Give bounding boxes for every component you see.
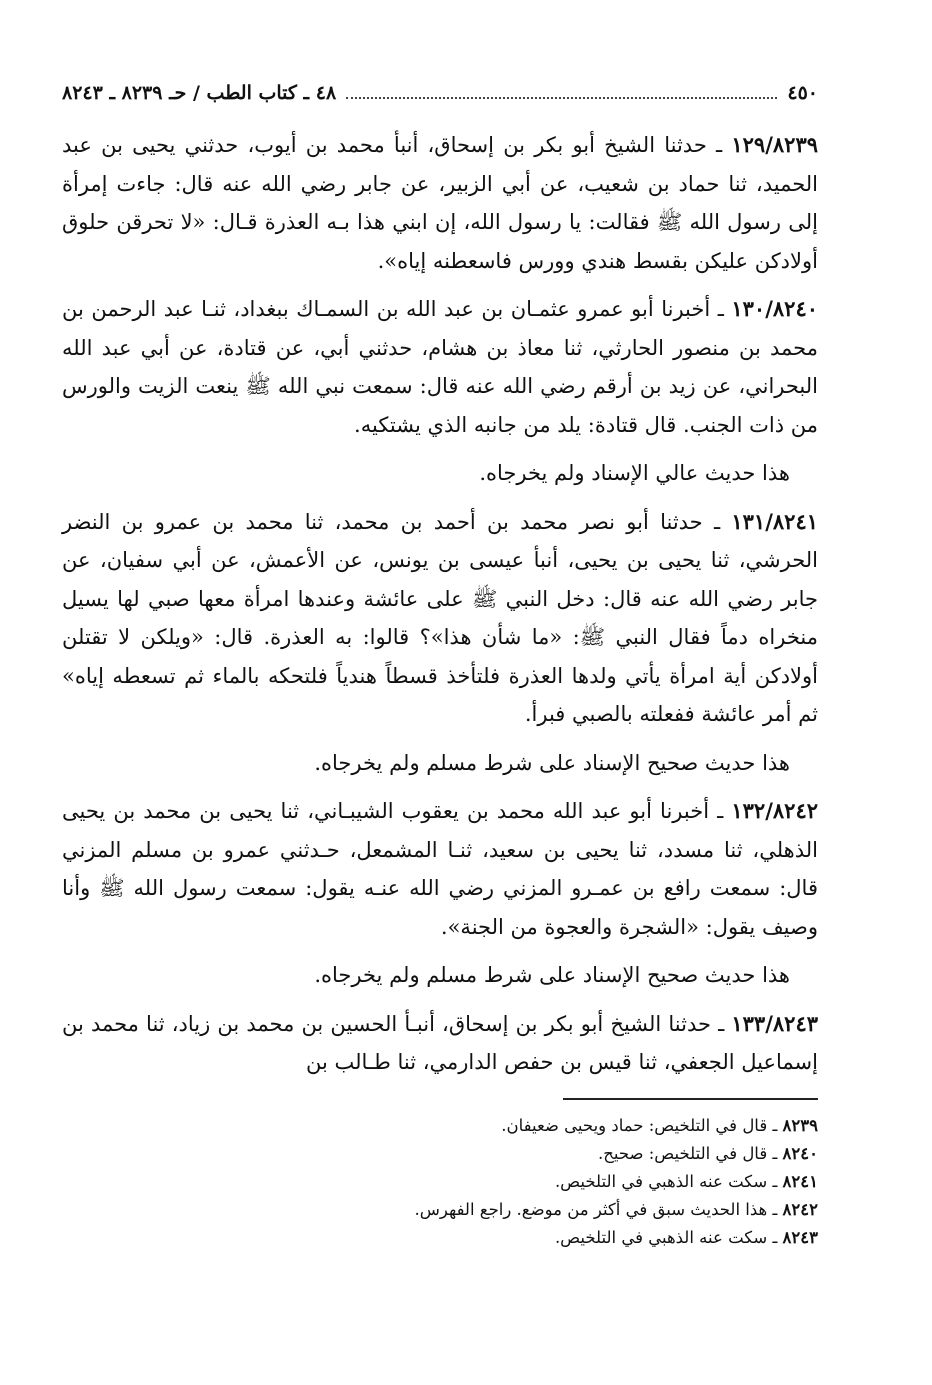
footnote-text: ـ سكت عنه الذهبي في التلخيص. [554, 1171, 783, 1191]
footnotes [62, 1112, 818, 1252]
hadith-number: ١٣٠/٨٢٤٠ [731, 296, 818, 321]
hadith-8241 [62, 503, 818, 734]
hadith-8239 [62, 126, 818, 280]
hadith-8242 [62, 792, 818, 946]
footnote-number: ٨٢٤٢ [782, 1199, 818, 1219]
page-number: ٤٥٠ [787, 82, 818, 104]
running-header [62, 82, 818, 116]
footnote-text: ـ قال في التلخيص: صحيح. [597, 1143, 783, 1163]
hadith-text: ـ أخبرنا أبو عبد الله محمد بن يعقوب الشيبـاني، ثنا يحيى بن محمد بن يحيى الذهلي، ثنا مسدد، ثنا يحيى بن سعيد، ثنـا المشمعل، حـدثني عمرو بن مسلم المزني قال: سمعت رافع بن عمـرو المزني رضي الله عنـه يقول: سمعت رسول الله ﷺ وأنا وصيف يقول: «الشجرة والعجوة من الجنة». [62, 799, 819, 939]
dotted-leader [346, 97, 777, 99]
hadith-text: ـ حدثنا الشيخ أبو بكر بن إسحاق، أنبأ محمد بن أيوب، حدثني يحيى بن عبد الحميد، ثنا حماد بن شعيب، عن أبي الزبير، عن جابر رضي الله عنه قال: جاءت إمرأة إلى رسول الله ﷺ فقالت: يا رسول الله، إن ابني هذا بـه العذرة قـال: «لا تحرقن حلوق أولادكن عليكن بقسط هندي وورس فاسعطنه إياه». [62, 133, 818, 273]
hadith-number: ١٣٣/٨٢٤٣ [731, 1010, 818, 1036]
hadith-8243 [62, 1005, 818, 1082]
footnote-separator [563, 1098, 818, 1100]
hadith-text: ـ أخبرنا أبو عمرو عثمـان بن عبد الله بن السمـاك ببغداد، ثنـا عبد الرحمن بن محمد بن منصور الحارثي، ثنا معاذ بن هشام، حدثني أبي، عن قتادة، عن أبي عبد الله البحراني، عن زيد بن أرقم رضي الله عنه قال: سمعت نبي الله ﷺ ينعت الزيت والورس من ذات الجنب. قال قتادة: يلد من جانبه الذي يشتكيه. [62, 297, 818, 437]
hadith-number: ١٢٩/٨٢٣٩ [731, 132, 818, 157]
hadith-number: ١٣٢/٨٢٤٢ [731, 798, 818, 823]
footnote-item [62, 1168, 818, 1196]
hadith-number: ١٣١/٨٢٤١ [731, 508, 818, 534]
page [62, 82, 818, 1252]
footnote-number: ٨٢٤٣ [782, 1227, 818, 1247]
footnote-item [62, 1112, 818, 1140]
hadith-text: ـ حدثنا أبو نصر محمد بن أحمد بن محمد، ثنا محمد بن عمرو بن النضر الحرشي، ثنا يحيى بن يحيى، أنبأ عيسى بن يونس، عن الأعمش، عن أبي سفيان، عن جابر رضي الله عنه قال: دخل النبي ﷺ على عائشة وعندها امرأة معها صبي لها يسيل منخراه دماً فقال النبي ﷺ: «ما شأن هذا»؟ قالوا: به العذرة. قال: «ويلكن لا تقتلن أولادكن أية امرأة يأتي ولدها العذرة فلتأخذ قسطاً هندياً فلتحكه بالماء ثم تسعطه إياه» ثم أمر عائشة ففعلته بالصبي فبرأ. [62, 509, 818, 726]
hadith-text: ـ حدثنا الشيخ أبو بكر بن إسحاق، أنبـأ الحسين بن محمد بن زياد، ثنا محمد بن إسماعيل الجعفي، ثنا قيس بن حفص الدارمي، ثنا طـالب بن [62, 1011, 818, 1074]
footnote-number: ٨٢٣٩ [782, 1115, 818, 1135]
footnote-text: ـ قال في التلخيص: حماد ويحيى ضعيفان. [501, 1115, 783, 1135]
footnote-item [62, 1224, 818, 1252]
hadith-8240 [62, 290, 818, 444]
footnote-item [62, 1196, 818, 1224]
footnote-item [62, 1140, 818, 1168]
main-text [62, 126, 818, 1082]
grading-note: هذا حديث صحيح الإسناد على شرط مسلم ولم يخرجاه. [314, 963, 790, 987]
running-title: ٤٨ ـ كتاب الطب / حـ ٨٢٣٩ ـ ٨٢٤٣ [62, 82, 337, 104]
footnote-number: ٨٢٤٠ [782, 1143, 818, 1163]
footnote-text: ـ سكت عنه الذهبي في التلخيص. [554, 1227, 783, 1247]
footnote-number: ٨٢٤١ [782, 1171, 818, 1191]
grading-note: هذا حديث عالي الإسناد ولم يخرجاه. [479, 461, 790, 485]
footnote-text: ـ هذا الحديث سبق في أكثر من موضع. راجع الفهرس. [414, 1199, 783, 1219]
grading-note: هذا حديث صحيح الإسناد على شرط مسلم ولم يخرجاه. [314, 750, 790, 775]
